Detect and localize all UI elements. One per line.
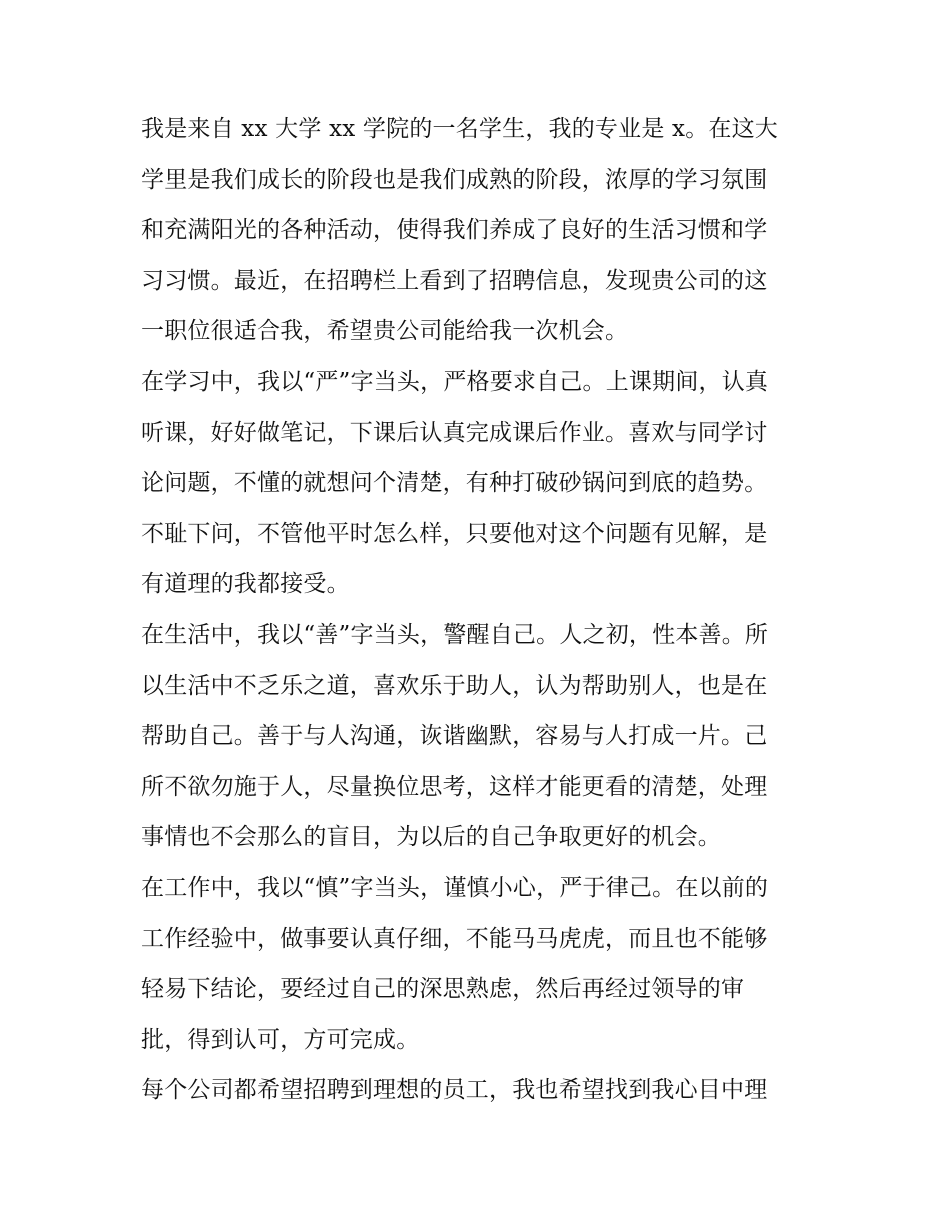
- text-line: 以生活中不乏乐之道，喜欢乐于助人，认为帮助别人，也是在: [141, 672, 768, 699]
- text-line: 听课，好好做笔记，下课后认真完成课后作业。喜欢与同学讨: [141, 419, 768, 446]
- paragraph-work: [141, 863, 816, 1065]
- text-line: 工作经验中，做事要认真仔细，不能马马虎虎，而且也不能够: [141, 925, 768, 952]
- text-line: 我是来自 xx 大学 xx 学院的一名学生，我的专业是 x。在这大: [141, 116, 779, 142]
- paragraph-introduction: [141, 104, 816, 357]
- text-line: 事情也不会那么的盲目，为以后的自己争取更好的机会。: [141, 824, 721, 851]
- text-line: 论问题，不懂的就想问个清楚，有种打破砂锅问到底的趋势。: [141, 470, 768, 497]
- text-line: 习习惯。最近，在招聘栏上看到了招聘信息，发现贵公司的这: [141, 267, 768, 294]
- document-body: [141, 104, 816, 1116]
- text-line: 帮助自己。善于与人沟通，诙谐幽默，容易与人打成一片。己: [141, 723, 768, 750]
- text-line: 一职位很适合我，希望贵公司能给我一次机会。: [141, 318, 629, 345]
- paragraph-life: [141, 610, 816, 863]
- text-line: 在工作中，我以“慎”字当头，谨慎小心，严于律己。在以前的: [141, 874, 769, 901]
- paragraph-study: [141, 357, 816, 610]
- text-line: 每个公司都希望招聘到理想的员工，我也希望找到我心目中理: [141, 1077, 768, 1104]
- text-line: 在生活中，我以“善”字当头，警醒自己。人之初，性本善。所: [141, 621, 769, 648]
- text-line: 有道理的我都接受。: [141, 571, 350, 598]
- text-line: 不耻下问，不管他平时怎么样，只要他对这个问题有见解，是: [141, 520, 768, 547]
- paragraph-closing: [141, 1065, 816, 1116]
- text-line: 学里是我们成长的阶段也是我们成熟的阶段，浓厚的学习氛围: [141, 166, 768, 193]
- text-line: 所不欲勿施于人，尽量换位思考，这样才能更看的清楚，处理: [141, 773, 768, 800]
- text-line: 轻易下结论，要经过自己的深思熟虑，然后再经过领导的审: [141, 976, 745, 1003]
- text-line: 和充满阳光的各种活动，使得我们养成了良好的生活习惯和学: [141, 217, 768, 244]
- text-line: 在学习中，我以“严”字当头，严格要求自己。上课期间，认真: [141, 368, 769, 395]
- text-line: 批，得到认可，方可完成。: [141, 1026, 420, 1053]
